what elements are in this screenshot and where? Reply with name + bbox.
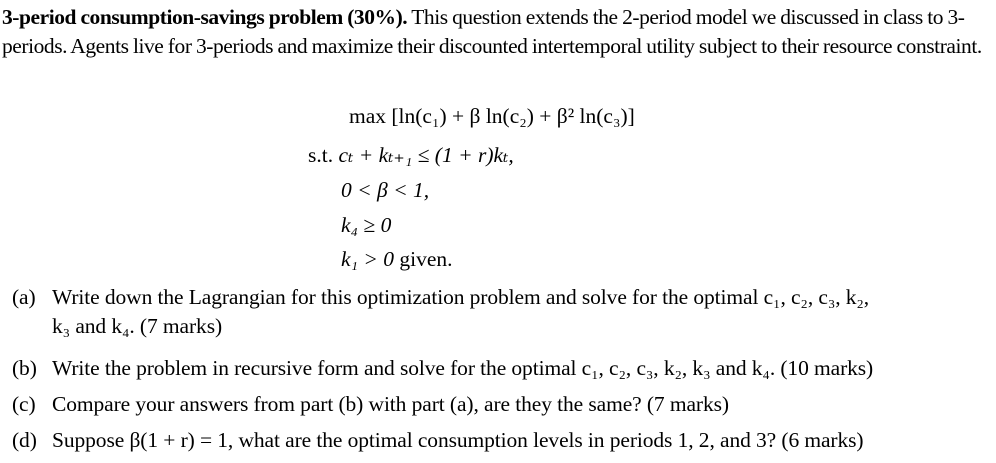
problem-description: This question extends the 2-period model we discussed in class to 3-periods. Agents live for 3-periods and maximize their discounted intertemporal utility subject to their resource constraint. [2, 5, 982, 58]
constraint-initial-capital [341, 245, 453, 273]
part-b-label: (b) [12, 356, 37, 380]
constraint-budget [308, 141, 514, 169]
part-c-label: (c) [12, 392, 36, 416]
initial-capital-word: given. [399, 247, 453, 271]
part-a-text-line2: k₃ and k₄. (7 marks) [52, 314, 223, 338]
problem-intro [2, 3, 992, 60]
part-d-label: (d) [12, 428, 37, 452]
part-d [12, 426, 990, 455]
initial-capital-math: k₁ > 0 [341, 247, 395, 271]
part-a-label: (a) [12, 285, 36, 309]
problem-title: 3-period consumption-savings problem (30%). [2, 5, 408, 29]
part-d-text: Suppose β(1 + r) = 1, what are the optimal consumption levels in periods 1, 2, and 3? (6 marks) [52, 428, 864, 452]
part-a [12, 283, 990, 341]
part-b [12, 354, 990, 383]
part-a-text-line1: Write down the Lagrangian for this optimization problem and solve for the optimal c₁, c₂, c₃, k₂, [52, 285, 870, 309]
part-c-text: Compare your answers from part (b) with part (a), are they the same? (7 marks) [52, 392, 729, 416]
budget-constraint: cₜ + kₜ₊₁ ≤ (1 + r)kₜ, [338, 143, 514, 167]
part-b-text: Write the problem in recursive form and solve for the optimal c₁, c₂, c₃, k₂, k₃ and k₄. (10 marks) [52, 356, 874, 380]
objective-function: max [ln(c₁) + β ln(c₂) + β² ln(c₃)] [349, 104, 635, 128]
constraint-beta: 0 < β < 1, [341, 178, 430, 202]
st-label: s.t. [308, 143, 334, 167]
part-c [12, 390, 990, 419]
constraint-terminal-capital: k₄ ≥ 0 [341, 213, 392, 237]
